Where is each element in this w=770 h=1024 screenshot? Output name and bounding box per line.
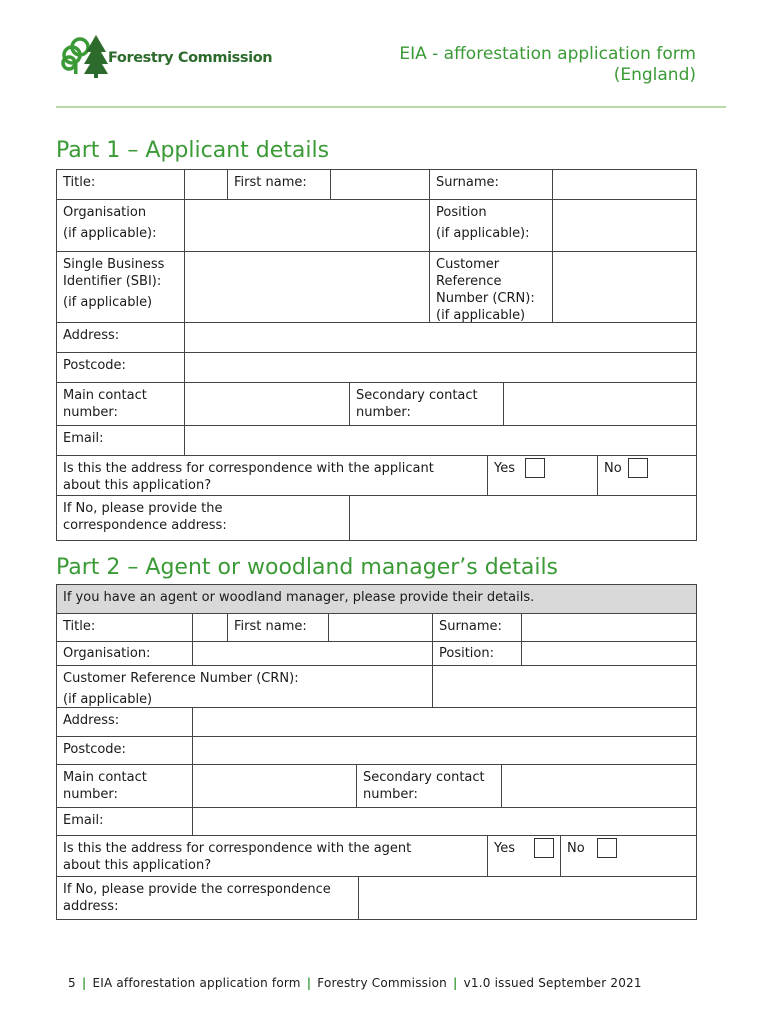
email-label: Email: [57,426,185,455]
agent-surname-label: Surname: [433,614,522,641]
footer-separator: | [452,976,458,990]
agent-secondary-contact-line1: Secondary contact [363,770,485,785]
part1-if-no-row [57,496,697,541]
postcode-field[interactable] [185,353,696,382]
sbi-label-line2: Identifier (SBI): [63,274,162,289]
no-label: No [604,461,622,476]
part1-address-row [57,323,697,353]
agent-position-label: Position: [433,642,522,665]
position-label-text: Position [436,205,487,220]
forestry-commission-logo [60,34,280,78]
agent-no-option [561,836,696,876]
yes-option [488,456,598,495]
address-label: Address: [57,323,185,352]
agent-position-field[interactable] [522,642,696,665]
form-title-line1: EIA - afforestation application form [399,44,696,64]
agent-if-no-label [57,877,359,919]
agent-secondary-contact-label [357,765,502,807]
agent-crn-field[interactable] [433,666,696,707]
logo-text: Forestry Commission [108,50,273,66]
postcode-label: Postcode: [57,353,185,382]
secondary-contact-label [350,383,504,425]
surname-label: Surname: [430,170,553,199]
footer-doc-name: EIA afforestation application form [92,976,301,990]
surname-field[interactable] [553,170,696,199]
part2-if-no-row [57,877,697,920]
correspondence-question-line1: Is this the address for correspondence with the applicant [63,461,434,476]
agent-email-label: Email: [57,808,193,835]
agent-correspondence-question [57,836,488,876]
crn-label-sub: (if applicable) [436,308,526,322]
agent-main-contact-label [57,765,193,807]
email-field[interactable] [185,426,696,455]
sbi-label [57,252,185,322]
main-contact-label-line2: number: [63,405,118,420]
secondary-contact-label-line2: number: [356,405,411,420]
part1-correspondence-row [57,456,697,496]
organisation-label [57,200,185,251]
position-label [430,200,553,251]
title-field[interactable] [185,170,228,199]
part2-address-row [57,708,697,737]
yes-checkbox[interactable] [525,458,545,478]
agent-correspondence-address-field[interactable] [359,877,696,919]
agent-main-contact-field[interactable] [193,765,357,807]
sbi-field[interactable] [185,252,430,322]
correspondence-question-line2: about this application? [63,478,212,493]
organisation-field[interactable] [185,200,430,251]
sbi-label-sub: (if applicable) [63,295,153,310]
position-label-sub: (if applicable): [436,226,530,241]
header-divider [56,106,726,108]
agent-yes-option [488,836,561,876]
agent-organisation-label: Organisation: [57,642,193,665]
footer-org: Forestry Commission [317,976,447,990]
agent-correspondence-line1: Is this the address for correspondence with the agent [63,841,412,856]
crn-field[interactable] [553,252,696,322]
page-header [56,34,726,134]
crn-label-line3: Number (CRN): [436,291,535,306]
main-contact-label-line1: Main contact [63,388,147,403]
agent-correspondence-line2: about this application? [63,858,212,873]
part2-email-row [57,808,697,836]
part2-correspondence-row [57,836,697,877]
organisation-label-sub: (if applicable): [63,226,157,241]
secondary-contact-label-line1: Secondary contact [356,388,478,403]
part1-sbi-row [57,252,697,323]
agent-organisation-field[interactable] [193,642,433,665]
page-footer [68,976,642,990]
footer-separator: | [81,976,87,990]
main-contact-label [57,383,185,425]
no-checkbox[interactable] [628,458,648,478]
agent-crn-label-text: Customer Reference Number (CRN): [63,671,299,686]
crn-label-line2: Reference [436,274,502,289]
if-no-label-line1: If No, please provide the [63,501,223,516]
agent-surname-field[interactable] [522,614,696,641]
part2-postcode-row [57,737,697,765]
part2-intro-text: If you have an agent or woodland manager, please provide their details. [63,590,535,605]
agent-secondary-contact-line2: number: [363,787,418,802]
agent-no-label: No [567,841,585,856]
organisation-label-text: Organisation [63,205,147,220]
footer-version: v1.0 issued September 2021 [463,976,642,990]
first-name-label: First name: [228,170,331,199]
part2-heading: Part 2 – Agent or woodland manager’s details [56,555,559,580]
agent-no-checkbox[interactable] [597,838,617,858]
part1-form [56,169,697,541]
correspondence-address-field[interactable] [350,496,696,540]
agent-first-name-field[interactable] [329,614,433,641]
if-no-label [57,496,350,540]
agent-main-contact-line1: Main contact [63,770,147,785]
agent-crn-label-sub: (if applicable) [63,692,153,707]
part1-heading: Part 1 – Applicant details [56,138,330,163]
part1-name-row [57,170,697,200]
agent-main-contact-line2: number: [63,787,118,802]
if-no-label-line2: correspondence address: [63,518,227,533]
part1-email-row [57,426,697,456]
part2-intro-row [57,585,697,614]
first-name-field[interactable] [331,170,430,199]
crn-label [430,252,553,322]
yes-label: Yes [494,461,515,476]
part1-organisation-row [57,200,697,252]
agent-title-field[interactable] [193,614,228,641]
form-title [399,44,696,86]
secondary-contact-field[interactable] [504,383,696,425]
main-contact-field[interactable] [185,383,350,425]
correspondence-question [57,456,488,495]
agent-if-no-line2: address: [63,899,119,914]
position-field[interactable] [553,200,696,251]
agent-yes-checkbox[interactable] [534,838,554,858]
part1-postcode-row [57,353,697,383]
footer-separator: | [306,976,312,990]
part1-contact-row [57,383,697,426]
part2-form [56,584,697,920]
part2-contact-row [57,765,697,808]
agent-email-field[interactable] [193,808,696,835]
part2-crn-row [57,666,697,708]
agent-yes-label: Yes [494,841,515,856]
title-label: Title: [57,170,185,199]
no-option [598,456,696,495]
address-field[interactable] [185,323,696,352]
agent-address-label: Address: [57,708,193,736]
form-title-line2: (England) [613,65,696,85]
tree-logo-icon [60,34,108,78]
agent-postcode-label: Postcode: [57,737,193,764]
part2-organisation-row [57,642,697,666]
agent-secondary-contact-field[interactable] [502,765,696,807]
agent-title-label: Title: [57,614,193,641]
agent-if-no-line1: If No, please provide the correspondence [63,882,331,897]
agent-address-field[interactable] [193,708,696,736]
page-number: 5 [68,976,76,990]
agent-postcode-field[interactable] [193,737,696,764]
crn-label-line1: Customer [436,257,500,272]
agent-first-name-label: First name: [228,614,329,641]
part2-name-row [57,614,697,642]
agent-crn-label [57,666,433,707]
sbi-label-line1: Single Business [63,257,165,272]
